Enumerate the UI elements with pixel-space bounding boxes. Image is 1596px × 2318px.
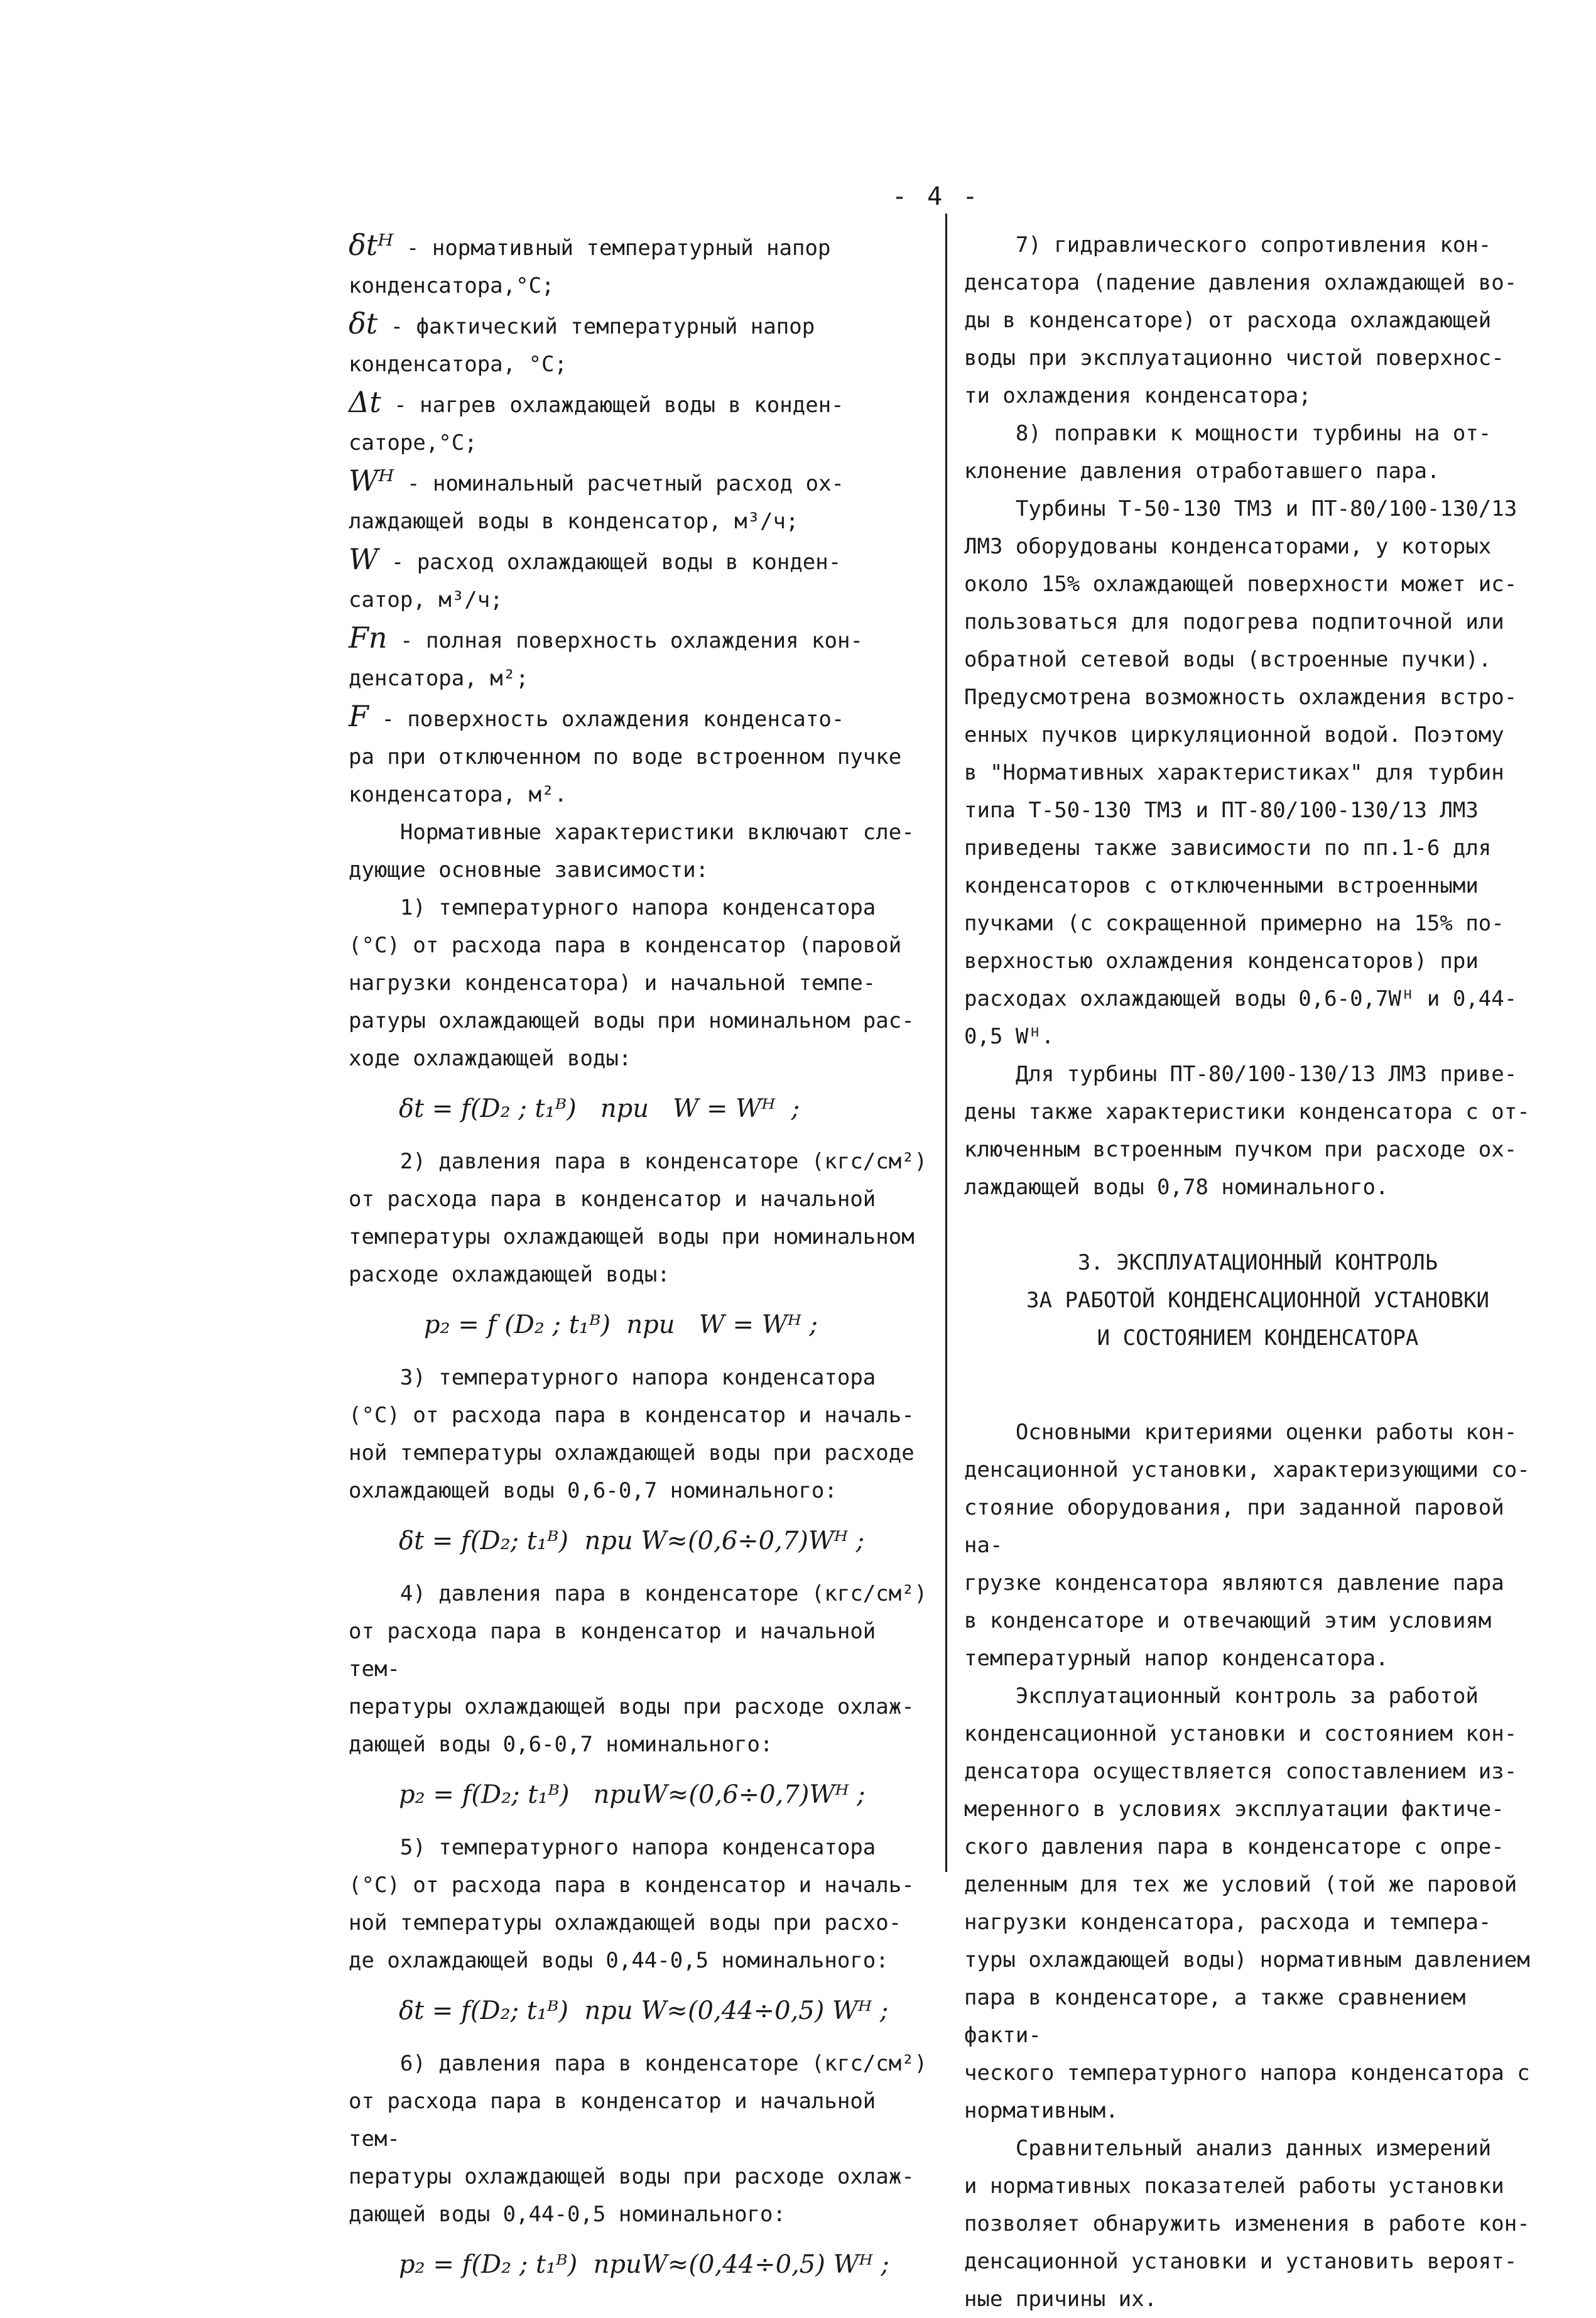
section-heading: 3. ЭКСПЛУАТАЦИОННЫЙ КОНТРОЛЬ ЗА РАБОТОЙ КОНДЕНСАЦИОННОЙ УСТАНОВКИ И СОСТОЯНИЕМ КОНДЕНСАТОРА bbox=[1026, 1250, 1489, 1351]
list-item-1: 1) температурного напора конденсатора (°С) от расхода пара в конденсатор (паровой нагрузки конденсатора) и начальной темпе- ратуры охлаждающей воды при номинальном рас- ходе охлаждающей воды: bbox=[349, 895, 915, 1071]
column-divider bbox=[945, 214, 947, 1872]
formula-5: δt = f(D₂; t₁ᴮ) при W≈(0,44÷0,5) Wᴴ ; bbox=[399, 1996, 889, 2025]
definition-text: - фактический температурный напор конденсатора, °С; bbox=[349, 314, 815, 377]
symbol: Fп bbox=[349, 621, 388, 655]
definition-full-surface bbox=[349, 619, 930, 697]
formula-3: δt = f(D₂; t₁ᴮ) при W≈(0,6÷0,7)Wᴴ ; bbox=[399, 1526, 865, 1555]
list-item-4: 4) давления пара в конденсаторе (кгс/см²) от расхода пара в конденсатор и начальной тем- пературы охлаждающей воды при расходе охлаж- дающей воды 0,6-0,7 номинального: bbox=[349, 1581, 928, 1757]
symbol: F bbox=[349, 699, 369, 733]
definition-water-heating bbox=[349, 383, 930, 462]
definition-surface bbox=[349, 697, 930, 813]
list-item-8: 8) поправки к мощности турбины на от- клонение давления отработавшего пара. bbox=[964, 421, 1492, 484]
criteria-paragraph: Основными критериями оценки работы кон- денсационной установки, характеризующими со- стояние оборудования, при заданной паровой на- грузке конденсатора являются давление пара в конденсаторе и отвечающий этим условиям температурный напор конденсатора. bbox=[964, 1420, 1530, 1671]
definition-text: - расход охлаждающей воды в конден- сатор, м³/ч; bbox=[349, 550, 842, 612]
right-column bbox=[964, 226, 1551, 2318]
symbol: Wᴴ bbox=[349, 464, 394, 498]
left-column bbox=[349, 226, 930, 2299]
definition-nominal-flow bbox=[349, 462, 930, 540]
list-item-2: 2) давления пара в конденсаторе (кгс/см²) от расхода пара в конденсатор и начальной температуры охлаждающей воды при номинальном расходе охлаждающей воды: bbox=[349, 1149, 928, 1287]
definition-flow bbox=[349, 540, 930, 619]
definition-text: - поверхность охлаждения конденсато- ра при отключенном по воде встроенном пучке конденсатора, м². bbox=[349, 707, 902, 807]
definition-normative-temp-head bbox=[349, 226, 930, 305]
control-paragraph: Эксплуатационный контроль за работой конденсационной установки и состоянием кон- денсатора осуществляется сопоставлением из- меренного в условиях эксплуатации фактиче- ского давления пара в конденсаторе с опре- деленным для тех же условий (той же паровой нагрузки конденсатора, расхода и темпера- туры охлаждающей воды) нормативным давлением пара в конденсаторе, а также сравнением факти- ческого температурного напора конденсатора с нормативным. bbox=[964, 1684, 1530, 2123]
symbol: Δt bbox=[349, 385, 381, 419]
list-item-6: 6) давления пара в конденсаторе (кгс/см²) от расхода пара в конденсатор и начальной тем- пературы охлаждающей воды при расходе охлаж- дающей воды 0,44-0,5 номинального: bbox=[349, 2051, 928, 2227]
definition-actual-temp-head bbox=[349, 305, 930, 383]
turbines-paragraph: Турбины Т-50-130 ТМЗ и ПТ-80/100-130/13 ЛМЗ оборудованы конденсаторами, у которых около 15% охлаждающей поверхности может ис- пользоваться для подогрева подпиточной или обратной сетевой воды (встроенные пучки). Предусмотрена возможность охлаждения встро- енных пучков циркуляционной водой. Поэтому в "Нормативных характеристиках" для турбин типа Т-50-130 ТМЗ и ПТ-80/100-130/13 ЛМЗ приведены также зависимости по пп.1-6 для конденсаторов с отключенными встроенными пучками (с сокращенной примерно на 15% по- верхностью охлаждения конденсаторов) при расходах охлаждающей воды 0,6-0,7Wᴴ и 0,44- 0,5 Wᴴ. bbox=[964, 496, 1517, 1049]
definition-text: - номинальный расчетный расход ох- лаждающей воды в конденсатор, м³/ч; bbox=[349, 471, 845, 534]
list-item-3: 3) температурного напора конденсатора (°С) от расхода пара в конденсатор и началь- ной температуры охлаждающей воды при расходе охлаждающей воды 0,6-0,7 номинального: bbox=[349, 1365, 915, 1503]
definition-text: - полная поверхность охлаждения кон- денсатора, м²; bbox=[349, 628, 863, 691]
pt80-paragraph: Для турбины ПТ-80/100-130/13 ЛМЗ приве- дены также характеристики конденсатора с от- ключенным встроенным пучком при расходе ох- лаждающей воды 0,78 номинального. bbox=[964, 1062, 1530, 1200]
symbol: δtᴴ bbox=[349, 228, 394, 262]
symbol: W bbox=[349, 542, 379, 576]
formula-6: p₂ = f(D₂ ; t₁ᴮ) приW≈(0,44÷0,5) Wᴴ ; bbox=[399, 2250, 889, 2279]
list-item-5: 5) температурного напора конденсатора (°С) от расхода пара в конденсатор и началь- ной температуры охлаждающей воды при расхо- де охлаждающей воды 0,44-0,5 номинального: bbox=[349, 1835, 915, 1973]
analysis-paragraph: Сравнительный анализ данных измерений и нормативных показателей работы установки позволяет обнаружить изменения в работе кон- денсационной установки и установить вероят- ные причины их. bbox=[964, 2136, 1530, 2312]
definition-text: - нормативный температурный напор конденсатора,°С; bbox=[349, 236, 831, 298]
formula-2: p₂ = f (D₂ ; t₁ᴮ) при W = Wᴴ ; bbox=[424, 1310, 818, 1339]
formula-1: δt = f(D₂ ; t₁ᴮ) при W = Wᴴ ; bbox=[399, 1094, 800, 1123]
page-number: - 4 - bbox=[892, 182, 980, 211]
intro-paragraph: Нормативные характеристики включают сле- дующие основные зависимости: bbox=[349, 820, 915, 883]
formula-4: p₂ = f(D₂; t₁ᴮ) приW≈(0,6÷0,7)Wᴴ ; bbox=[399, 1780, 866, 1809]
list-item-7: 7) гидравлического сопротивления кон- денсатора (падение давления охлаждающей во- ды в конденсаторе) от расхода охлаждающей воды при эксплуатационно чистой поверхнос- ти охлаждения конденсатора; bbox=[964, 232, 1517, 408]
definition-text: - нагрев охлаждающей воды в конден- саторе,°С; bbox=[349, 393, 844, 455]
symbol: δt bbox=[349, 307, 378, 340]
